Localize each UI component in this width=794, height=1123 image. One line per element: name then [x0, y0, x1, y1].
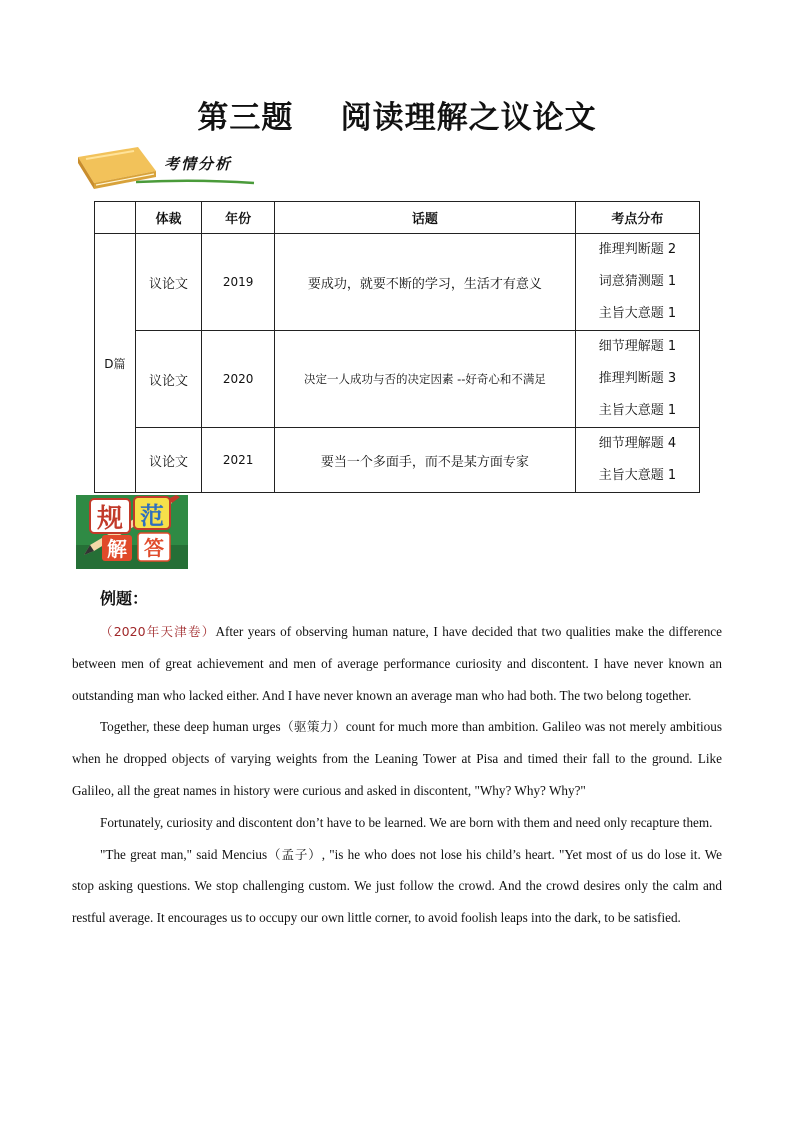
section-cell: D篇 [95, 234, 136, 493]
header-cell-year: 年份 [202, 202, 275, 234]
genre-cell: 议论文 [135, 234, 202, 331]
badge-graphic [76, 495, 188, 569]
source-tag: （2020年天津卷） [100, 624, 216, 639]
point-item: 细节理解题 4 [598, 436, 677, 451]
reading-passage [72, 616, 722, 934]
header-cell-topic: 话题 [275, 202, 576, 234]
topic-cell: 决定一人成功与否的决定因素 --好奇心和不满足 [275, 331, 576, 428]
badge-char-1: 规 [96, 504, 124, 534]
gloss-text: （驱策力） [280, 719, 346, 735]
paragraph-text: Together, these deep human urges [100, 719, 281, 735]
paragraph-text: "The great man," said Mencius [100, 846, 268, 862]
passage-paragraph-2 [72, 711, 722, 806]
topic-cell: 要当一个多面手，而不是某方面专家 [275, 428, 576, 493]
badge-char-4: 答 [144, 536, 164, 560]
point-item: 推理判断题 3 [598, 371, 677, 386]
points-cell [575, 234, 699, 331]
title-part-1: 第三题 [197, 100, 294, 136]
genre-cell: 议论文 [135, 428, 202, 493]
point-item: 主旨大意题 1 [598, 306, 677, 321]
genre-cell: 议论文 [135, 331, 202, 428]
example-label: 例题： [100, 589, 149, 608]
paragraph-text: , "is he who does not lose his child’s heart. "Yet most of us do lose it. We stop asking questions. We stop challenging custom. We just follow the crowd. And the crowd desires only the calm and restful average. It encourages us to occupy our own little corner, to avoid foolish leaps into the dark, to be satisfied. [72, 846, 722, 926]
table-header-row [95, 202, 700, 234]
point-item: 主旨大意题 1 [598, 468, 677, 483]
year-cell: 2021 [202, 428, 275, 493]
point-item: 推理判断题 2 [598, 242, 677, 257]
passage-paragraph-3: Fortunately, curiosity and discontent don’t have to be learned. We are born with them and need only recapture them. [100, 814, 713, 830]
exam-analysis-table [94, 201, 700, 493]
page-title [0, 92, 794, 137]
badge-char-3: 解 [107, 537, 127, 561]
year-cell: 2020 [202, 331, 275, 428]
topic-cell: 要成功，就要不断的学习，生活才有意义 [275, 234, 576, 331]
year-cell: 2019 [202, 234, 275, 331]
table-row [95, 331, 700, 428]
point-item: 主旨大意题 1 [598, 403, 677, 418]
gloss-text: （孟子） [267, 846, 322, 862]
header-cell-section [95, 202, 136, 234]
passage-paragraph-4 [72, 839, 722, 934]
analysis-label: 考情分析 [164, 155, 233, 173]
title-part-2: 阅读理解之议论文 [340, 100, 597, 136]
point-item: 词意猜测题 1 [598, 274, 677, 289]
header-cell-genre: 体裁 [135, 202, 202, 234]
points-cell [575, 428, 699, 493]
paragraph-text: count for much more than ambition. Galileo was not merely ambitious when he dropped objects of varying weights from the Leaning Tower at Pisa and timed their fall to the ground. Like Galileo, all the great names in history were curious and asked in discontent, "Why? Why? Why?" [72, 719, 722, 798]
analysis-banner [76, 143, 256, 191]
table-row [95, 428, 700, 493]
passage-paragraph-1 [72, 616, 722, 711]
table-row [95, 234, 700, 331]
header-cell-points: 考点分布 [575, 202, 699, 234]
badge-char-2: 范 [140, 502, 164, 530]
paragraph-text: After years of observing human nature, I have decided that two qualities make the difference between men of great achievement and men of average performance curiosity and discontent. I have never known an outstanding man who lacked either. And I have never known an average man who had both. The two belong together. [72, 624, 723, 703]
point-item: 细节理解题 1 [598, 339, 677, 354]
standard-answer-badge [76, 495, 188, 569]
points-cell [575, 331, 699, 428]
